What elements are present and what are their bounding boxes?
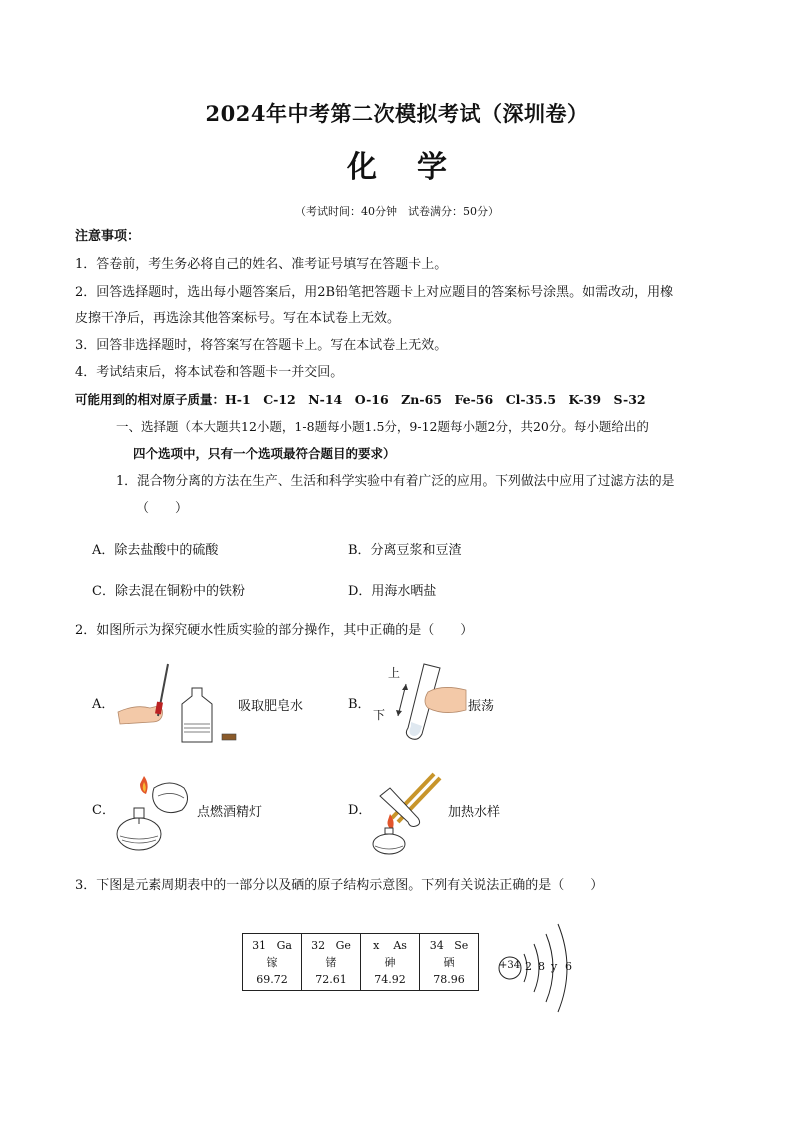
section-heading-line-2: 四个选项中，只有一个选项最符合题目的要求）: [133, 446, 396, 461]
element-cell-ge: [302, 934, 361, 991]
element-cell-as: [361, 934, 420, 991]
dropper-soap-water-image: [116, 660, 238, 746]
q2-stem: 2．如图所示为探究硬水性质实验的部分操作，其中正确的是（ ）: [75, 623, 474, 638]
element-name: 镓: [266, 955, 278, 969]
page-title: 2024年中考第二次模拟考试（深圳卷）: [205, 101, 589, 126]
subject-title: 化学: [347, 150, 487, 185]
element-cell-se: [420, 934, 479, 991]
element-number: 34: [429, 938, 444, 952]
section-heading-line-1: 一、选择题（本大题共12小题，1-8题每小题1.5分，9-12题每小题2分，共20分。每小题给出的: [116, 419, 649, 434]
element-symbol: Ge: [335, 938, 351, 952]
lighting-alcohol-lamp-image: [114, 770, 198, 854]
notice-item-3: 3．回答非选择题时，将答案写在答题卡上。写在本试卷上无效。: [75, 338, 448, 353]
q2-option-b-up-label: 上: [388, 666, 401, 680]
shell-2-electrons: 8: [538, 960, 545, 973]
q3-stem: 3．下图是元素周期表中的一部分以及硒的原子结构示意图。下列有关说法正确的是（ ）: [75, 878, 604, 893]
q2-option-b-letter[interactable]: B．: [348, 697, 371, 712]
notice-heading: 注意事项：: [75, 229, 141, 244]
element-number: 31: [252, 938, 267, 952]
element-header: [302, 937, 360, 954]
element-name: 砷: [384, 955, 396, 969]
notice-item-4: 4．考试结束后，将本试卷和答题卡一并交回。: [75, 365, 344, 380]
q2-option-c-caption: 点燃酒精灯: [197, 805, 263, 820]
q1-option-a[interactable]: A．除去盐酸中的硫酸: [92, 543, 219, 558]
notice-item-2-cont: 皮擦干净后，再选涂其他答案标号。写在本试卷上无效。: [75, 311, 401, 326]
q2-option-d-letter[interactable]: D．: [348, 803, 372, 818]
q2-option-a-caption: 吸取肥皂水: [238, 699, 304, 714]
q1-stem: 1．混合物分离的方法在生产、生活和科学实验中有着广泛的应用。下列做法中应用了过滤方法的是: [116, 474, 675, 489]
element-name: 锗: [325, 955, 337, 969]
periodic-table-fragment: [242, 933, 479, 991]
element-symbol: Se: [454, 938, 469, 952]
q1-option-c[interactable]: C．除去混在铜粉中的铁粉: [92, 584, 245, 599]
shaking-test-tube-image: [384, 660, 468, 746]
element-symbol: Ga: [276, 938, 292, 952]
section-heading: [116, 418, 649, 436]
nucleus-charge: +34: [499, 960, 521, 971]
q1-option-d[interactable]: D．用海水晒盐: [348, 584, 437, 599]
q2-option-a-letter[interactable]: A．: [92, 697, 115, 712]
q1-stem-blank: （ ）: [136, 501, 189, 516]
element-cell-ga: [243, 934, 302, 991]
element-number: 32: [311, 938, 326, 952]
element-mass: 72.61: [315, 972, 347, 986]
heating-water-sample-image: [370, 766, 450, 856]
shell-4-electrons: 6: [565, 960, 572, 973]
element-header: [243, 937, 301, 954]
shell-3-electrons: y: [551, 960, 558, 973]
element-symbol: As: [393, 938, 407, 952]
selenium-atom-structure: [494, 918, 584, 1018]
q1-option-b[interactable]: B．分离豆浆和豆渣: [348, 543, 462, 558]
notice-item-1: 1．答卷前，考生务必将自己的姓名、准考证号填写在答题卡上。: [75, 257, 448, 272]
element-mass: 74.92: [374, 972, 406, 986]
exam-info: （考试时间：40分钟 试卷满分：50分）: [295, 205, 499, 218]
element-header: [361, 937, 419, 954]
element-number: x: [373, 938, 380, 952]
element-header: [420, 937, 478, 954]
q2-option-d-caption: 加热水样: [448, 805, 501, 820]
element-name: 硒: [443, 955, 455, 969]
atomic-masses: 可能用到的相对原子质量：H-1 C-12 N-14 O-16 Zn-65 Fe-56 Cl-35.5 K-39 S-32: [75, 392, 646, 407]
notice-item-2: 2．回答选择题时，选出每小题答案后，用2B铅笔把答题卡上对应题目的答案标号涂黑。如需改动，用橡: [75, 285, 674, 300]
element-mass: 78.96: [433, 972, 465, 986]
q2-option-c-letter[interactable]: C．: [92, 803, 115, 818]
q2-option-b-caption: 振荡: [468, 699, 495, 714]
element-mass: 69.72: [256, 972, 288, 986]
shell-1-electrons: 2: [525, 960, 532, 973]
q2-option-b-down-label: 下: [373, 708, 386, 722]
